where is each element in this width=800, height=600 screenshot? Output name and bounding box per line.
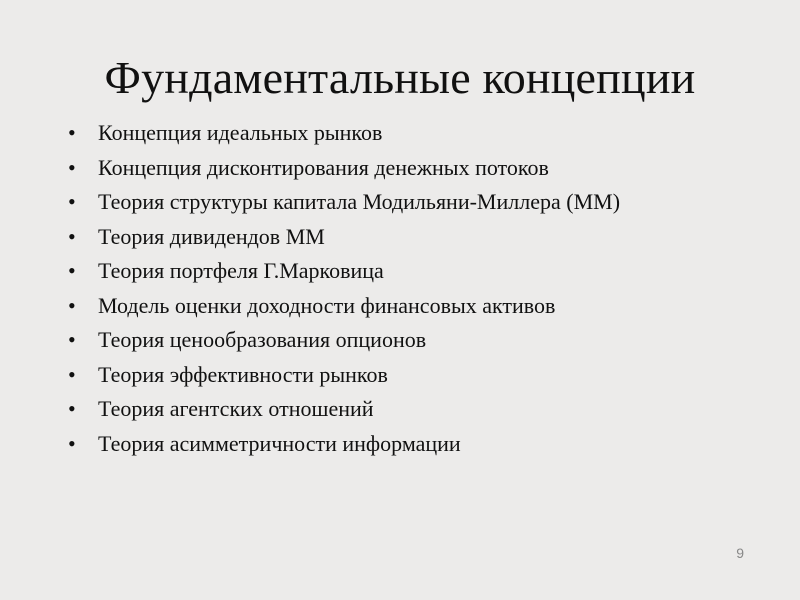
list-item xyxy=(66,323,620,358)
list-item-text: Теория ценообразования опционов xyxy=(98,327,427,352)
list-item xyxy=(66,151,620,186)
list-item-text: Теория дивидендов ММ xyxy=(98,223,325,249)
list-item xyxy=(66,358,620,393)
list-item-text: Теория структуры капитала Модильяни-Миллера (ММ) xyxy=(98,189,621,214)
list-item xyxy=(66,392,620,427)
list-item-text: Концепция дисконтирования денежных потоков xyxy=(98,154,549,180)
bullet-icon: • xyxy=(68,258,76,283)
page-number: 9 xyxy=(736,545,744,561)
bullet-icon: • xyxy=(68,292,76,318)
slide-title: Фундаментальные концепции xyxy=(104,52,696,103)
bullet-icon: • xyxy=(68,223,76,249)
bullet-icon: • xyxy=(68,430,76,456)
bullet-icon: • xyxy=(68,189,76,214)
list-item xyxy=(66,220,620,255)
list-item-text: Теория агентских отношений xyxy=(98,396,374,421)
bullet-icon: • xyxy=(68,154,76,180)
bullet-icon: • xyxy=(68,120,76,145)
list-item xyxy=(66,427,620,462)
list-item-text: Теория эффективности рынков xyxy=(98,361,388,387)
list-item-text: Модель оценки доходности финансовых активов xyxy=(98,292,556,318)
bullet-icon: • xyxy=(68,327,76,352)
bullet-icon: • xyxy=(68,396,76,421)
list-item xyxy=(66,185,620,220)
list-item xyxy=(66,289,620,324)
list-item-text: Концепция идеальных рынков xyxy=(98,120,383,145)
list-item-text: Теория асимметричности информации xyxy=(98,430,461,456)
list-item xyxy=(66,254,620,289)
bullet-icon: • xyxy=(68,361,76,387)
bullet-list xyxy=(66,116,620,461)
list-item xyxy=(66,116,620,151)
list-item-text: Теория портфеля Г.Марковица xyxy=(98,258,384,283)
